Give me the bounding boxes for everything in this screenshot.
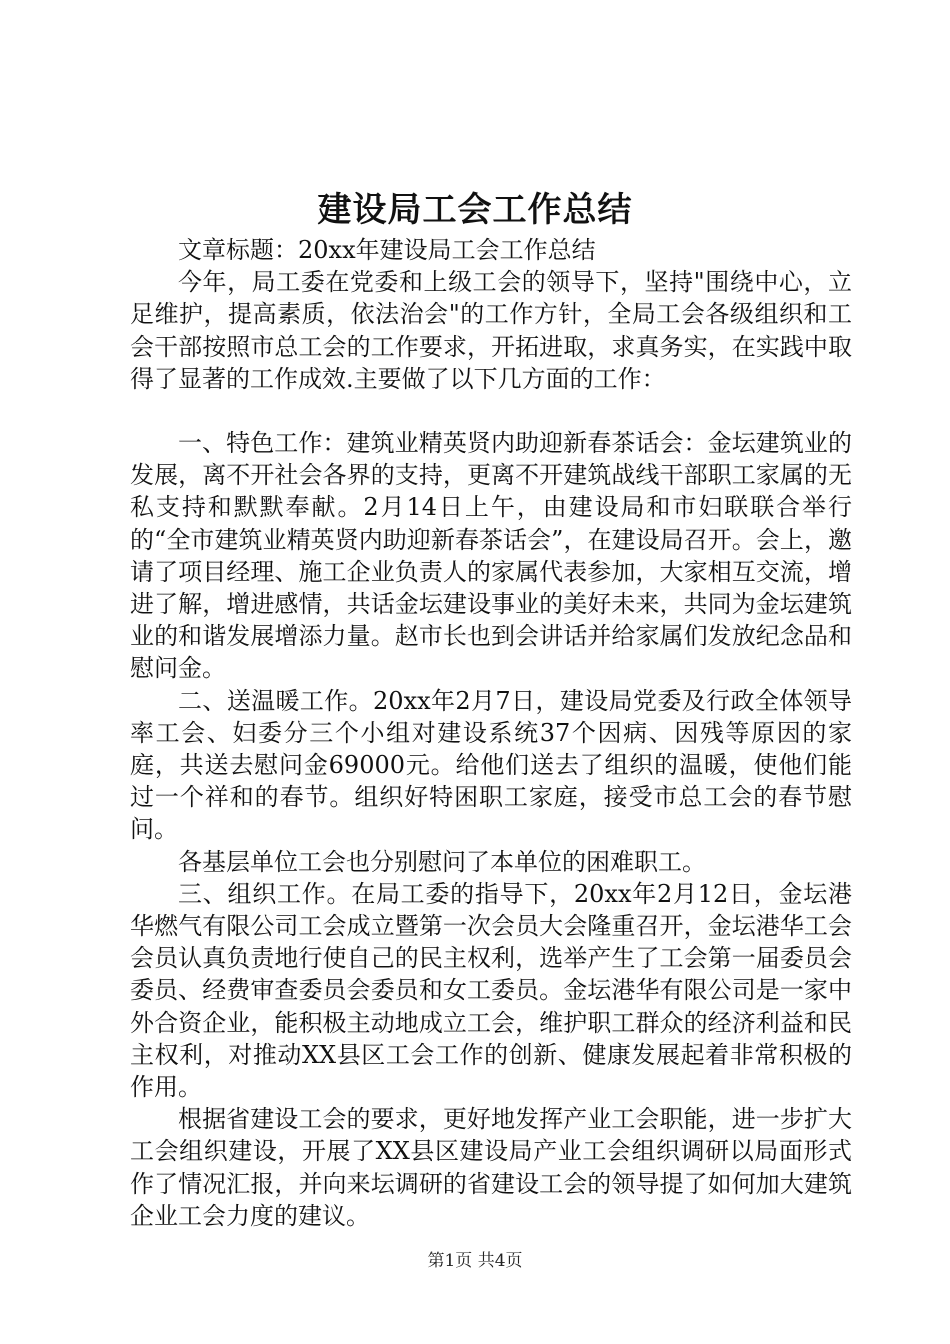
section-warmth-work: 二、送温暖工作。20xx年2月7日，建设局党委及行政全体领导率工会、妇委分三个小组对建设系统37个因病、因残等原因的家庭，共送去慰问金69000元。给他们送去了组织的温暖，使他们能过一个祥和的春节。组织好特困职工家庭，接受市总工会的春节慰问。 xyxy=(130,686,852,844)
section-organization-work: 三、组织工作。在局工委的指导下，20xx年2月12日，金坛港华燃气有限公司工会成立暨第一次会员大会隆重召开，金坛港华工会会员认真负责地行使自己的民主权利，选举产生了工会第一届委员会委员、经费审查委员会委员和女工委员。金坛港华有限公司是一家中外合资企业，能积极主动地成立工会，维护职工群众的经济利益和民主权利，对推动XX县区工会工作的创新、健康发展起着非常积极的作用。 xyxy=(130,879,852,1102)
article-title-line: 文章标题：20xx年建设局工会工作总结 xyxy=(178,236,596,264)
intro-paragraph: 今年，局工委在党委和上级工会的领导下，坚持"围绕中心，立足维护，提高素质，依法治会"的工作方针，全局工会各级组织和工会干部按照市总工会的工作要求，开拓进取，求真务实，在实践中取得了显著的工作成效.主要做了以下几方面的工作： xyxy=(130,268,852,393)
grassroots-paragraph: 各基层单位工会也分别慰问了本单位的困难职工。 xyxy=(178,847,706,876)
page-number: 第1页 共4页 xyxy=(427,1251,523,1271)
section-featured-work: 一、特色工作：建筑业精英贤内助迎新春茶话会：金坛建筑业的发展，离不开社会各界的支持，更离不开建筑战线干部职工家属的无私支持和默默奉献。2月14日上午，由建设局和市妇联联合举行的“全市建筑业精英贤内助迎新春茶话会”，在建设局召开。会上，邀请了项目经理、施工企业负责人的家属代表参加，大家相互交流，增进了解，增进感情，共话金坛建设事业的美好未来，共同为金坛建筑业的和谐发展增添力量。赵市长也到会讲话并给家属们发放纪念品和慰问金。 xyxy=(130,429,852,683)
document-body xyxy=(130,234,852,1232)
document-title: 建设局工会工作总结 xyxy=(317,190,633,230)
provincial-requirement-paragraph: 根据省建设工会的要求，更好地发挥产业工会职能，进一步扩大工会组织建设，开展了XX县区建设局产业工会组织调研以局面形式作了情况汇报，并向来坛调研的省建设工会的领导提了如何加大建筑企业工会力度的建议。 xyxy=(130,1105,852,1230)
